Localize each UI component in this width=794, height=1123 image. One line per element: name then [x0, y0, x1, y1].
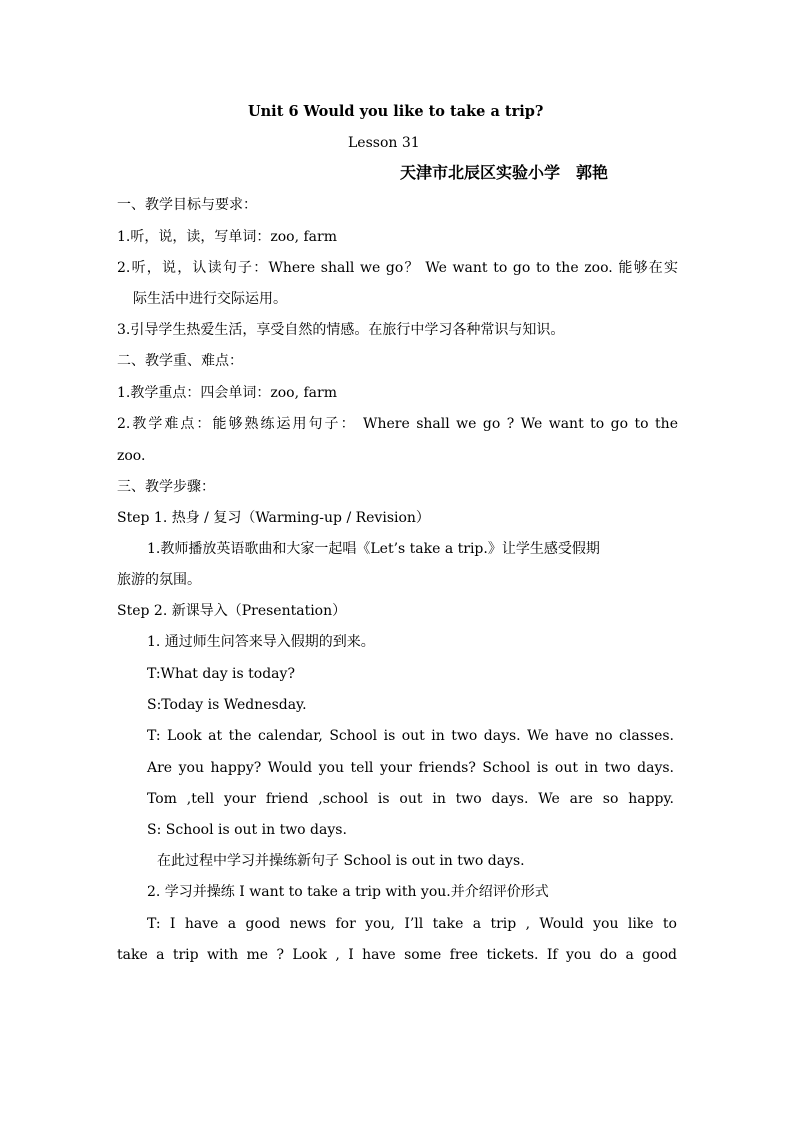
step-1-line: 1.教师播放英语歌曲和大家一起唱《Let’s take a trip.》让学生感受假期 — [147, 541, 600, 557]
step-2-line: 1. 通过师生问答来导入假期的到来。 — [147, 634, 375, 650]
step-2-title: Step 2. 新课导入（Presentation） — [117, 603, 347, 619]
dialogue-line: Are you happy? Would you tell your friends? School is out in two days. — [147, 760, 674, 776]
key-point-item-continued: zoo. — [117, 448, 146, 464]
section-heading-objectives: 一、教学目标与要求： — [117, 197, 257, 213]
lesson-number: Lesson 31 — [348, 135, 420, 151]
dialogue-line: take a trip with me ? Look , I have some free tickets. If you do a good — [117, 947, 677, 963]
key-point-item: 2.教学难点：能够熟练运用句子： Where shall we go ? We want to go to the — [117, 416, 678, 432]
key-point-item: 1.教学重点：四会单词：zoo, farm — [117, 385, 337, 401]
section-heading-steps: 三、教学步骤： — [117, 479, 215, 495]
objective-item: 3.引导学生热爱生活，享受自然的情感。在旅行中学习各种常识与知识。 — [117, 322, 565, 338]
step-2-line: 2. 学习并操练 I want to take a trip with you.并介绍评价形式 — [147, 884, 549, 900]
objective-item-continued: 际生活中进行交际运用。 — [133, 291, 287, 307]
author-line: 天津市北辰区实验小学 郭艳 — [400, 163, 609, 182]
section-heading-key-points: 二、教学重、难点： — [117, 353, 243, 369]
step-1-title: Step 1. 热身 / 复习（Warming-up / Revision） — [117, 510, 430, 526]
objective-item: 2.听，说，认读句子：Where shall we go？ We want to go to the zoo. 能够在实 — [117, 260, 678, 276]
dialogue-line: T: Look at the calendar, School is out in two days. We have no classes. — [147, 728, 674, 744]
step-1-line: 旅游的氛围。 — [117, 572, 201, 588]
dialogue-line: S: School is out in two days. — [147, 822, 347, 838]
dialogue-line: T: I have a good news for you, I’ll take a trip , Would you like to — [147, 916, 677, 932]
practice-note: 在此过程中学习并操练新句子 School is out in two days. — [157, 853, 525, 869]
dialogue-line: S:Today is Wednesday. — [147, 697, 307, 713]
dialogue-line: T:What day is today? — [147, 666, 295, 682]
objective-item: 1.听，说，读，写单词：zoo, farm — [117, 229, 337, 245]
document-title: Unit 6 Would you like to take a trip? — [248, 103, 544, 120]
dialogue-line: Tom ,tell your friend ,school is out in two days. We are so happy. — [147, 791, 674, 807]
